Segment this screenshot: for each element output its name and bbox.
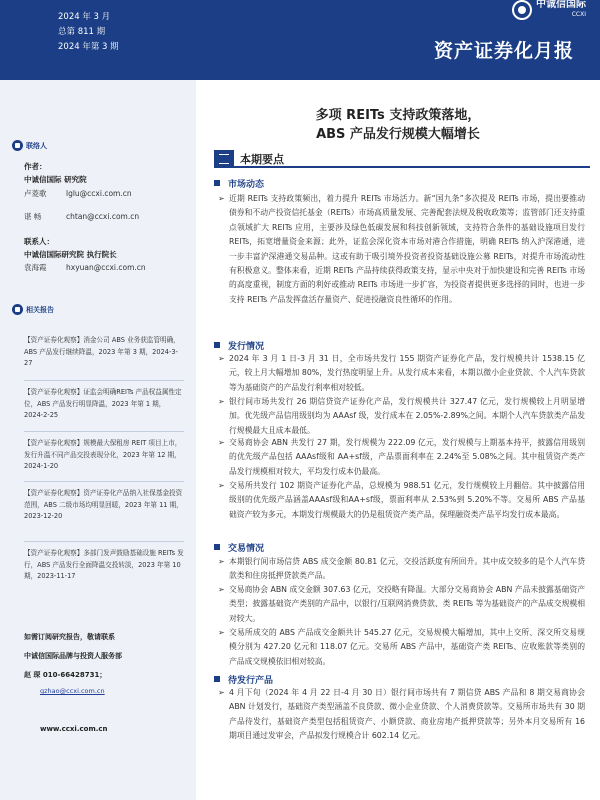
report-header bbox=[0, 0, 600, 80]
bullet-arrow-icon: ➢ bbox=[218, 354, 225, 363]
author-1-name: 卢菱歌 bbox=[24, 189, 47, 198]
trading-bullet: ➢ 交易商协会 ABN 成交金额 307.63 亿元，交投略有降温。大部分交易商协会 ABN 产品未披露基础资产类型；披露基础资产类别的产品中，以银行/互联网消费贷款、类 REITs 等为基础资产的产品成交规模相对较大。 bbox=[218, 585, 585, 623]
keypoints-icon bbox=[214, 150, 234, 166]
authors-org: 中诚信国际 研究院 bbox=[24, 175, 87, 184]
service-contact: 赵 琛 010-66428731； bbox=[24, 671, 107, 679]
contacts-org: 中诚信国际研究院 执行院长 bbox=[24, 250, 117, 259]
bullet-arrow-icon: ➢ bbox=[218, 688, 225, 697]
logo-name-en: CCXI bbox=[571, 11, 586, 18]
website-url[interactable]: www.ccxi.com.cn bbox=[40, 725, 108, 733]
related-report-item[interactable]: 【资产证券化观察】多部门发声鼓励基础设施 REITs 发行，ABS 产品发行全面降温交投转淡，2023 年第 10 期，2023-11-17 bbox=[24, 541, 184, 583]
section-square-icon bbox=[214, 544, 220, 550]
section-issuance-heading: 发行情况 bbox=[214, 339, 264, 352]
report-title: 资产证券化月报 bbox=[433, 40, 574, 62]
issuance-bullet: ➢ 银行间市场共发行 26 期信贷资产证券化产品，发行规模共计 327.47 亿元，发行规模较上月明显增加。优先级产品信用级别均为 AAAsf 级，发行成本在 2.05%-2.89%之间。本期个人汽车贷款类产品发行规模最大且成本最低。 bbox=[218, 397, 585, 435]
issue-date: 2024 年 3 月 bbox=[58, 12, 111, 22]
section-trading-heading: 交易情况 bbox=[214, 541, 264, 554]
related-reports-heading: 相关报告 bbox=[12, 304, 54, 315]
related-report-item[interactable]: 【资产证券化观察】消金公司 ABS 业务获监管明确，ABS 产品发行继续降温，2023 年第 3 期，2024-3-27 bbox=[24, 336, 180, 367]
bullet-arrow-icon: ➢ bbox=[218, 438, 225, 447]
bullet-arrow-icon: ➢ bbox=[218, 481, 225, 490]
service-dept: 中诚信国际品牌与投资人服务部 bbox=[24, 652, 122, 660]
issuance-bullet: ➢ 交易所共发行 102 期资产证券化产品，总规模为 988.51 亿元，发行规模较上月翻倍。其中披露信用级别的优先级产品涵盖AAAsf级和AA+sf级，票面利率从 2.53%到 5.20%不等。交易所 ABS 产品基础资产较为多元，本期发行规模最大的仍是租赁资产类产品，保理融资类产品平均发行成本最高。 bbox=[218, 481, 585, 519]
trading-bullet: ➢ 交易所成交的 ABS 产品成交金额共计 545.27 亿元，交易规模大幅增加，其中上交所、深交所交易规模分别为 427.20 亿元和 118.07 亿元。交易所 ABS 产品中，基础资产类 REITs、应收账款等类别的产品成交规模依旧相对较高。 bbox=[218, 628, 585, 666]
report-icon bbox=[12, 304, 23, 315]
pending-bullet: ➢ 4 月下旬（2024 年 4 月 22 日-4 月 30 日）银行间市场共有 7 期信贷 ABS 产品和 8 期交易商协会 ABN 计划发行，基础资产类型涵盖不良贷款、微小企业贷款、个人消费贷款等。交易所市场共有 30 期产品待发行，基础资产类型包括租赁资产、小额贷款、商业房地产抵押贷款等；另外本月交易所有 16 期项目通过发审会，产品拟发行规模合计 602.14 亿元。 bbox=[218, 688, 585, 741]
ccxi-logo-icon bbox=[512, 0, 532, 20]
bullet-arrow-icon: ➢ bbox=[218, 397, 225, 406]
contacts-label: 联系人： bbox=[24, 237, 54, 246]
author-1-email[interactable]: lglu@ccxi.com.cn bbox=[66, 189, 132, 198]
section-square-icon bbox=[214, 342, 220, 348]
section-pending-heading: 待发行产品 bbox=[214, 673, 273, 686]
contact-section-heading: 联络人 bbox=[12, 140, 47, 151]
contact-name: 袁海霞 bbox=[24, 263, 47, 272]
article-title-line-1: 多项 REITs 支持政策落地， bbox=[315, 108, 481, 123]
bullet-arrow-icon: ➢ bbox=[218, 557, 225, 566]
author-2-email[interactable]: chtan@ccxi.com.cn bbox=[66, 212, 140, 221]
logo-name-cn: 中诚信国际 bbox=[536, 0, 586, 10]
section-market-dynamics-heading: 市场动态 bbox=[214, 177, 264, 190]
market-dynamics-paragraph: ➢ 近期 REITs 支持政策频出，着力提升 REITs 市场活力。新“国九条”多次提及 REITs 市场，提出要推动债券和不动产投资信托基金（REITs）市场高质量发展、完善配套法规及税收政策等；监管部门还支持重点领域扩大 REITs 应用，主要涉及绿色低碳发展和科技创新领域，支持符合条件的基础设施项目发行 REITs，拓宽增量资金来源；此外，证监会深化资本市场对港合作措施，明确 REITs 纳入沪深港通，进一步丰富沪深港通交易品种。这或有助于吸引境外投资者投资基础设施公募 REITs，对提升市场流动性有积极意义。整体来看，近期 REITs 产品持续获得政策支持，显示中央对于加快建设和完善 REITs 市场的高度重视，制度方面的利好或推动 REITs 市场进一步扩容，为投资者提供更多选择的同时，也进一步支持 REITs 产品发挥盘活存量资产、促进投融资良性循环的作用。 bbox=[218, 194, 585, 304]
section-square-icon bbox=[214, 180, 220, 186]
issue-total-number: 总第 811 期 bbox=[58, 27, 106, 37]
service-email-link[interactable]: gzhao@ccxi.com.cn bbox=[40, 687, 105, 695]
bullet-arrow-icon: ➢ bbox=[218, 585, 225, 594]
subscribe-note: 如需订阅研究报告，敬请联系 bbox=[24, 633, 115, 641]
bullet-arrow-icon: ➢ bbox=[218, 628, 225, 637]
sidebar bbox=[0, 80, 196, 800]
contact-email[interactable]: hxyuan@ccxi.com.cn bbox=[66, 263, 146, 272]
issuance-bullet: ➢ 2024 年 3 月 1 日-3 月 31 日，全市场共发行 155 期资产证券化产品，发行规模共计 1538.15 亿元，较上月大幅增加 80%，发行热度明显上升。从发行成本来看，本期以微小企业贷款、个人汽车贷款等为基础资产的产品发行利率相对较低。 bbox=[218, 354, 585, 392]
issue-meta bbox=[58, 10, 119, 55]
author-2-name: 谌 畅 bbox=[24, 212, 42, 221]
trading-bullet: ➢ 本期银行间市场信贷 ABS 成交金额 80.81 亿元，交投活跃度有所回升。其中成交较多的是个人汽车贷款类和住房抵押贷款类产品。 bbox=[218, 557, 585, 581]
contact-icon bbox=[12, 140, 23, 151]
keypoints-heading: 本期要点 bbox=[214, 150, 590, 168]
related-report-item[interactable]: 【资产证券化观察】证监会明确REITs 产品权益属性定位，ABS 产品发行明显降温，2023 年第 1 期，2024-2-25 bbox=[24, 380, 184, 422]
related-report-item[interactable]: 【资产证券化观察】资产证券化产品纳入社保基金投资范围，ABS 二级市场均明显回暖，2023 年第 11 期，2023-12-20 bbox=[24, 481, 184, 523]
article-title-line-2: ABS 产品发行规模大幅增长 bbox=[316, 127, 480, 142]
issuance-bullet: ➢ 交易商协会 ABN 共发行 27 期，发行规模为 222.09 亿元，发行规模与上期基本持平，披露信用级别的优先级产品包括 AAAsf级和 AA+sf级，产品票面利率在 2.24%至 5.08%之间。其中租赁资产类产品发行规模相对较大，平均发行成本仍最高。 bbox=[218, 438, 585, 476]
bullet-arrow-icon: ➢ bbox=[218, 194, 225, 203]
authors-label: 作者： bbox=[24, 162, 47, 171]
issue-year-number: 2024 年第 3 期 bbox=[58, 42, 119, 52]
related-report-item[interactable]: 【资产证券化观察】规模最大保租房 REIT 项目上市，发行升温不同产品交投表现分化，2023 年第 12 期，2024-1-20 bbox=[24, 431, 184, 473]
section-square-icon bbox=[214, 676, 220, 682]
ccxi-logo bbox=[512, 0, 586, 20]
